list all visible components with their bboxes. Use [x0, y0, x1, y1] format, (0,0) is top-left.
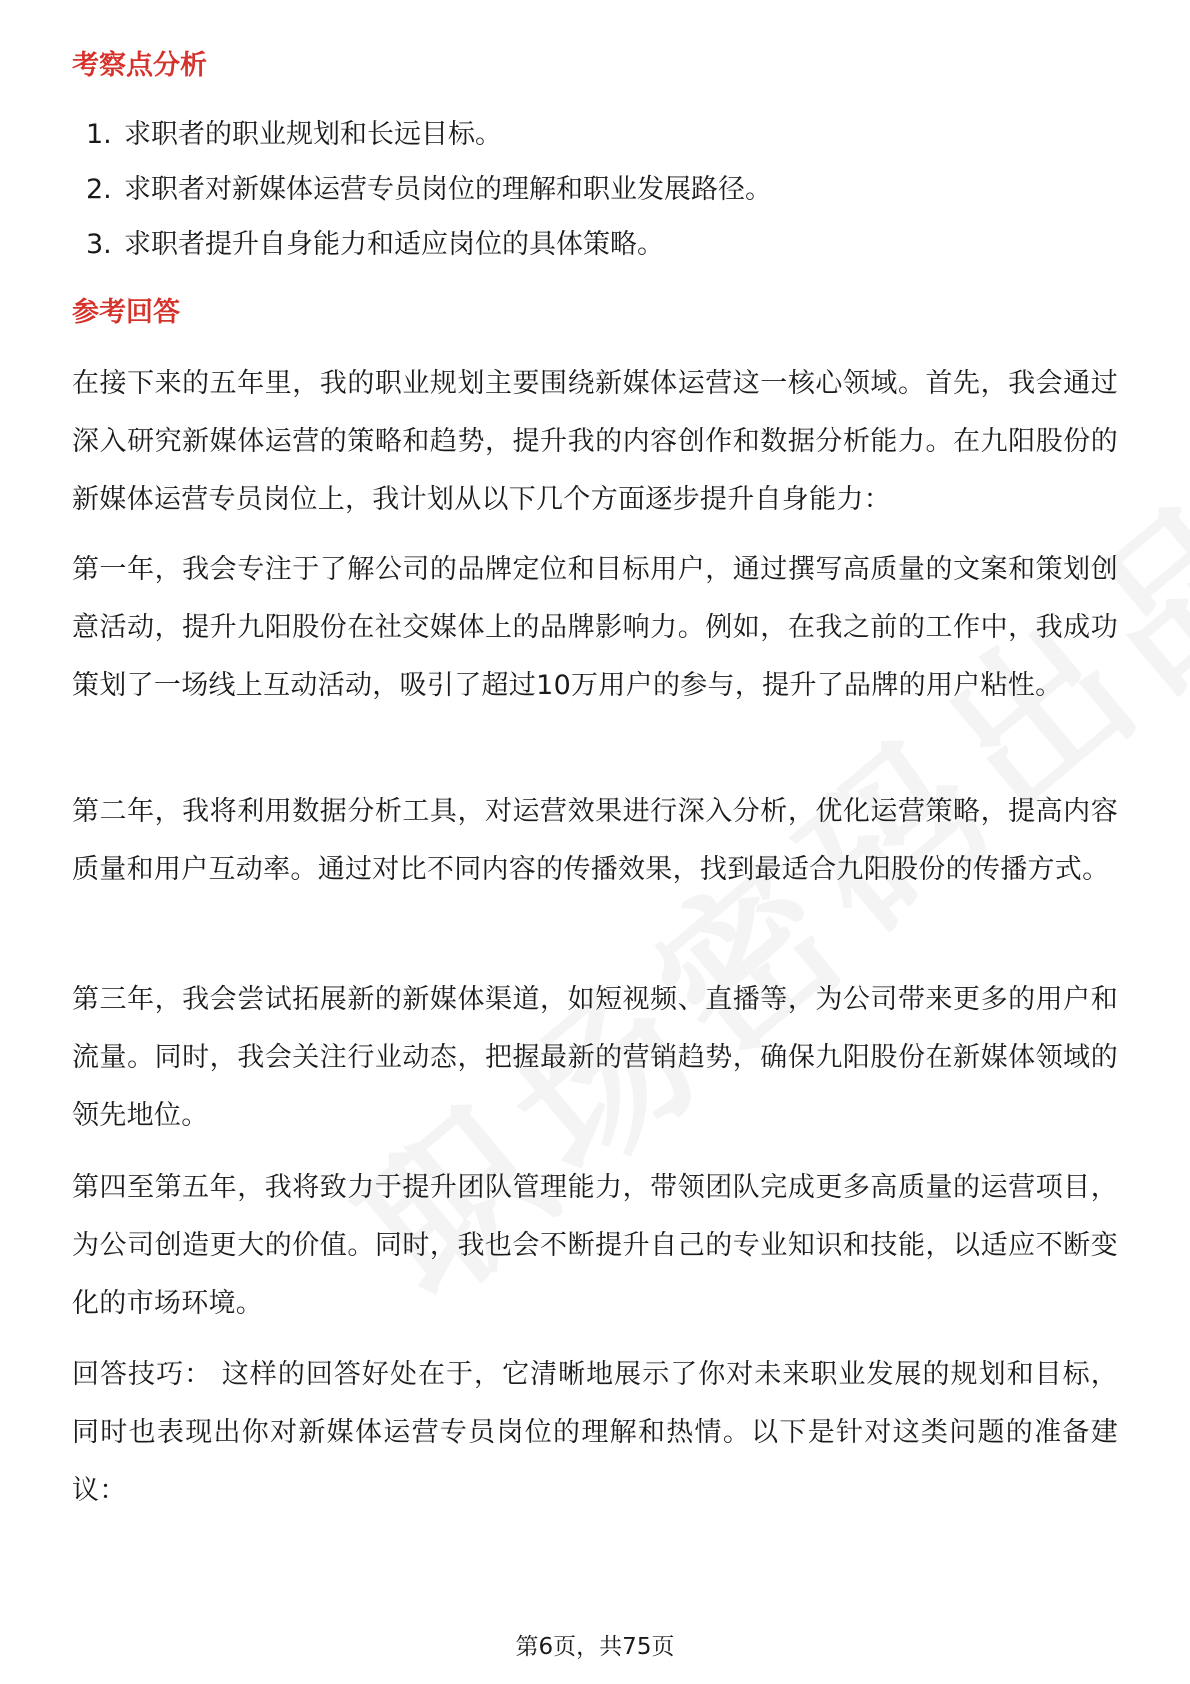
list-item-number: 3. [86, 229, 112, 260]
list-item-number: 2. [86, 174, 112, 205]
paragraph-year-two: 第二年，我将利用数据分析工具，对运营效果进行深入分析，优化运营策略，提高内容质量和用户互动率。通过对比不同内容的传播效果，找到最适合九阳股份的传播方式。 [72, 796, 1118, 885]
paragraph-intro: 在接下来的五年里，我的职业规划主要围绕新媒体运营这一核心领域。首先，我会通过深入研究新媒体运营的策略和趋势，提升我的内容创作和数据分析能力。在九阳股份的新媒体运营专员岗位上，我计划从以下几个方面逐步提升自身能力： [72, 368, 1118, 515]
list-item [86, 227, 664, 263]
page-number: 第6页，共75页 [515, 1634, 675, 1660]
paragraph-year-one: 第一年，我会专注于了解公司的品牌定位和目标用户，通过撰写高质量的文案和策划创意活动，提升九阳股份在社交媒体上的品牌影响力。例如，在我之前的工作中，我成功策划了一场线上互动活动，吸引了超过10万用户的参与，提升了品牌的用户粘性。 [72, 554, 1118, 701]
list-item-text: 求职者的职业规划和长远目标。 [124, 119, 502, 150]
section-title-answer: 参考回答 [72, 297, 180, 328]
paragraph-answer-tips: 回答技巧： 这样的回答好处在于，它清晰地展示了你对未来职业发展的规划和目标，同时也表现出你对新媒体运营专员岗位的理解和热情。以下是针对这类问题的准备建议： [72, 1359, 1118, 1506]
list-item-number: 1. [86, 119, 112, 150]
list-item-text: 求职者对新媒体运营专员岗位的理解和职业发展路径。 [124, 174, 772, 205]
list-item [86, 117, 502, 153]
list-item [86, 172, 772, 208]
paragraph-year-four-five: 第四至第五年，我将致力于提升团队管理能力，带领团队完成更多高质量的运营项目，为公司创造更大的价值。同时，我也会不断提升自己的专业知识和技能，以适应不断变化的市场环境。 [72, 1172, 1118, 1319]
list-item-text: 求职者提升自身能力和适应岗位的具体策略。 [124, 229, 664, 260]
paragraph-year-three: 第三年，我会尝试拓展新的新媒体渠道，如短视频、直播等，为公司带来更多的用户和流量。同时，我会关注行业动态，把握最新的营销趋势，确保九阳股份在新媒体领域的领先地位。 [72, 984, 1118, 1131]
section-title-analysis: 考察点分析 [72, 50, 207, 81]
